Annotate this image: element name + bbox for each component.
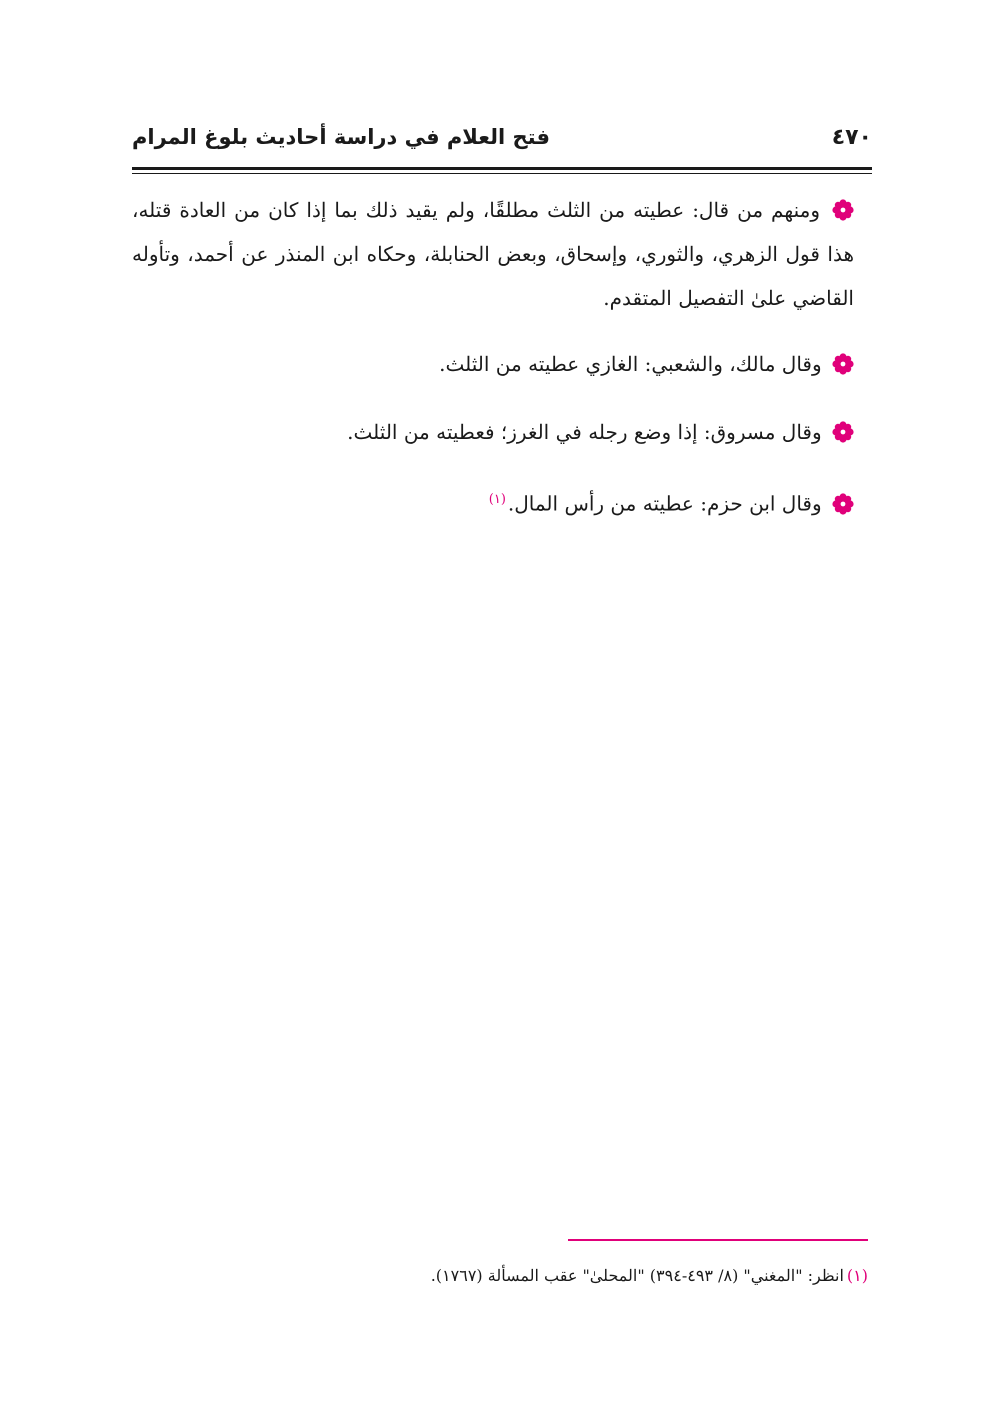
footnote-text: انظر: "المغني" (٨/ ٤٩٣-٣٩٤) "المحلىٰ" عقب المسألة (١٧٦٧). bbox=[430, 1266, 844, 1285]
footnote-separator bbox=[568, 1239, 868, 1241]
page-header bbox=[132, 125, 872, 161]
header-rule-thin bbox=[132, 173, 872, 174]
flower-ornament-icon bbox=[832, 353, 854, 375]
paragraph bbox=[132, 188, 854, 320]
flower-ornament-icon bbox=[832, 199, 854, 221]
footnote-marker[interactable]: (١) bbox=[488, 492, 506, 507]
footnote-number: (١) bbox=[846, 1266, 868, 1285]
header-rule bbox=[132, 167, 872, 170]
main-content bbox=[132, 188, 854, 550]
page-number: ٤٧٠ bbox=[831, 125, 872, 150]
paragraph-text: وقال مسروق: إذا وضع رجله في الغرز؛ فعطيته من الثلث. bbox=[347, 420, 822, 444]
paragraph-text: ومنهم من قال: عطيته من الثلث مطلقًا، ولم يقيد ذلك بما إذا كان من العادة قتله، هذا قول الزهري، والثوري، وإسحاق، وبعض الحنابلة، وحكاه ابن المنذر عن أحمد، وتأوله القاضي علىٰ التفصيل المتقدم. bbox=[132, 198, 854, 310]
paragraph bbox=[132, 342, 854, 386]
paragraph-text: وقال ابن حزم: عطيته من رأس المال. bbox=[507, 491, 822, 516]
running-title: فتح العلام في دراسة أحاديث بلوغ المرام bbox=[132, 125, 550, 149]
footnote bbox=[132, 1266, 868, 1285]
flower-ornament-icon bbox=[832, 421, 854, 443]
paragraph-text: وقال مالك، والشعبي: الغازي عطيته من الثلث. bbox=[439, 352, 822, 376]
paragraph bbox=[132, 478, 854, 526]
flower-ornament-icon bbox=[832, 493, 854, 515]
paragraph bbox=[132, 410, 854, 454]
